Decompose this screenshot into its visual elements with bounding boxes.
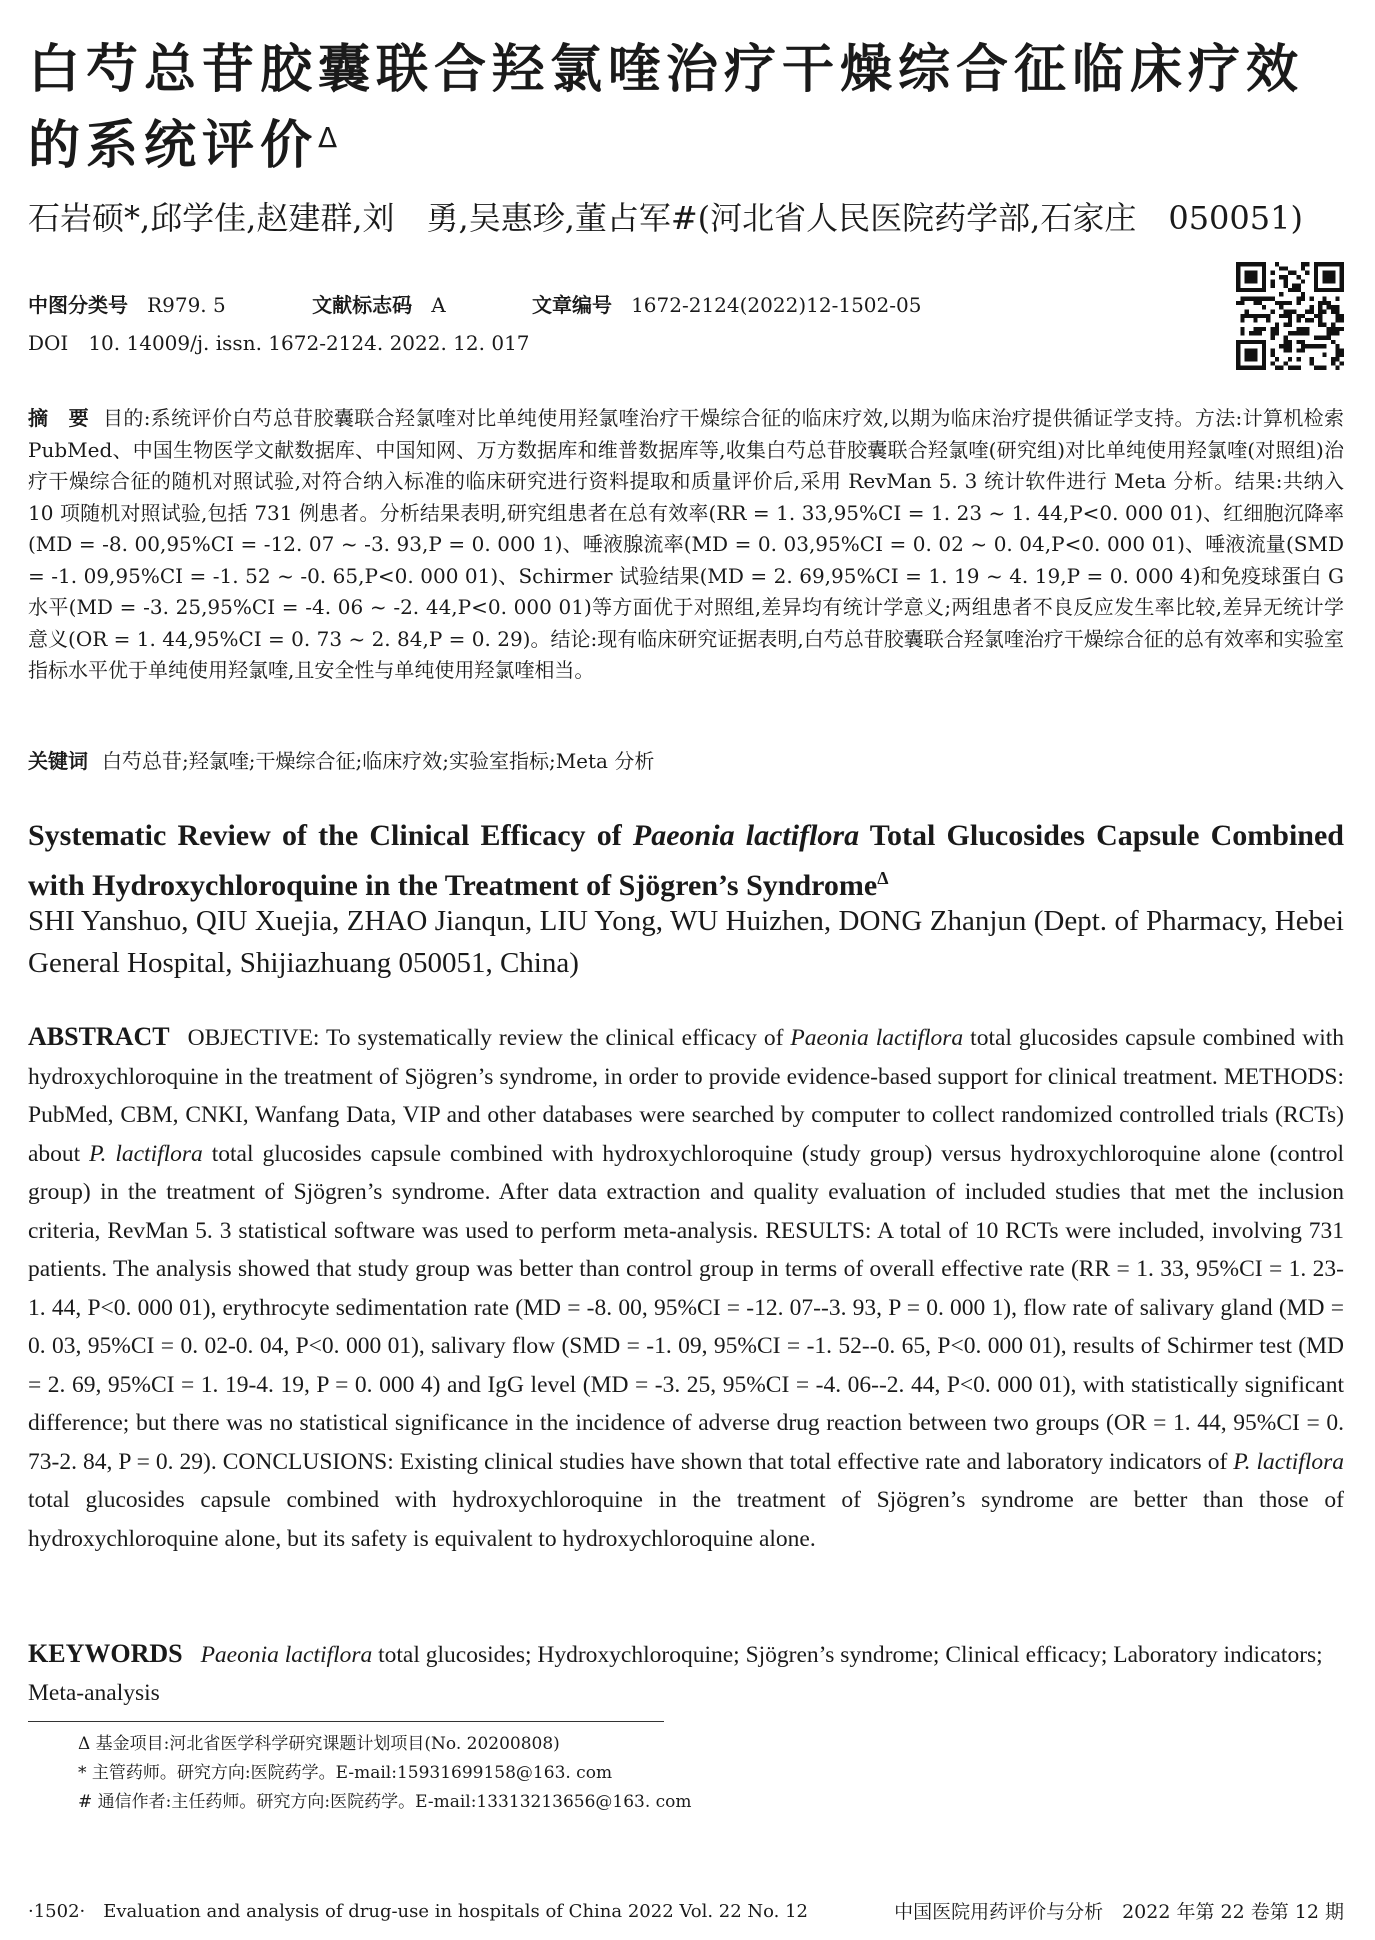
abstract-en-part2: total glucosides capsule combined with hydroxychloroquine in the treatment of Sjögren’s syndrome, in order to provide evidence-based support for clinical treatment. METHODS: PubMed, CBM, CNKI, Wanfang Data, VIP and other databases were searched by computer to collect randomized controlled trials (RCTs) about <box>28 1025 1344 1167</box>
article-title-en <box>28 815 1344 907</box>
footer-journal-cn: 中国医院用药评价与分析 2022 年第 22 卷第 12 期 <box>894 1901 1344 1923</box>
qr-code-icon <box>1236 262 1344 370</box>
abstract-en-part4: total glucosides capsule combined with hydroxychloroquine in the treatment of Sjögren’s syndrome are better than those of hydroxychloroquine alone, but its safety is equivalent to hydroxychloroquine alone. <box>28 1487 1344 1552</box>
abstract-en <box>28 1018 1344 1558</box>
abstract-cn-label: 摘 要 <box>28 406 90 430</box>
keywords-cn-label: 关键词 <box>28 749 88 773</box>
keywords-en-text: total glucosides; Hydroxychloroquine; Sjögren’s syndrome; Clinical efficacy; Laboratory indicators; Meta-analysis <box>28 1642 1323 1706</box>
title-en-species: Paeonia lactiflora <box>632 819 860 852</box>
abstract-en-part3: total glucosides capsule combined with hydroxychloroquine (study group) versus hydroxychloroquine alone (control group) in the treatment of Sjögren’s syndrome. After data extraction and quality evaluation of included studies that met the inclusion criteria, RevMan 5. 3 statistical software was used to perform meta-analysis. RESULTS: A total of 10 RCTs were included, involving 731 patients. The analysis showed that study group was better than control group in terms of overall effective rate (RR = 1. 33, 95%CI = 1. 23-1. 44, P<0. 000 01), erythrocyte sedimentation rate (MD = -8. 00, 95%CI = -12. 07--3. 93, P = 0. 000 1), flow rate of salivary gland (MD = 0. 03, 95%CI = 0. 02-0. 04, P<0. 000 01), salivary flow (SMD = -1. 09, 95%CI = -1. 52--0. 65, P<0. 000 01), results of Schirmer test (MD = 2. 69, 95%CI = 1. 19-4. 19, P = 0. 000 4) and IgG level (MD = -3. 25, 95%CI = -4. 06--2. 44, P<0. 000 01), with statistically significant difference; but there was no statistical significance in the incidence of adverse drug reaction between two groups (OR = 1. 44, 95%CI = 0. 73-2. 84, P = 0. 29). CONCLUSIONS: Existing clinical studies have shown that total effective rate and laboratory indicators of <box>28 1140 1344 1475</box>
keywords-cn-text: 白芍总苷;羟氯喹;干燥综合征;临床疗效;实验室指标;Meta 分析 <box>102 749 655 773</box>
clc-label: 中图分类号 <box>28 293 128 317</box>
abstract-en-label: ABSTRACT <box>28 1022 170 1051</box>
title-en-part2: Total Glucosides Capsule Combined with Hydroxychloroquine in the Treatment of Sjögren’s Syndrome <box>28 819 1344 902</box>
keywords-cn <box>28 745 1344 777</box>
abstract-en-part1: OBJECTIVE: To systematically review the clinical efficacy of <box>187 1025 791 1051</box>
keywords-en-label: KEYWORDS <box>28 1639 183 1668</box>
footnote-divider <box>28 1721 664 1722</box>
authors-en: SHI Yanshuo, QIU Xuejia, ZHAO Jianqun, LIU Yong, WU Huizhen, DONG Zhanjun (Dept. of Pharmacy, Hebei General Hospital, Shijiazhuang 050051, China) <box>28 905 1344 979</box>
keywords-en-species: Paeonia lactiflora <box>200 1642 373 1668</box>
article-number-label: 文章编号 <box>532 293 612 317</box>
doi[interactable]: DOI 10. 14009/j. issn. 1672-2124. 2022. 12. 017 <box>28 331 530 355</box>
doc-code-value: A <box>431 293 446 317</box>
doc-code-label: 文献标志码 <box>312 293 413 317</box>
abstract-en-species-2: P. lactiflora <box>89 1140 203 1167</box>
article-title-cn <box>28 32 1348 184</box>
footnote-corresponding-author: # 通信作者:主任药师。研究方向:医院药学。E-mail:13313213656@163. com <box>78 1792 692 1812</box>
classification-row <box>28 290 921 320</box>
title-en-part1: Systematic Review of the Clinical Efficacy of <box>28 819 633 852</box>
abstract-en-species-1: Paeonia lactiflora <box>790 1025 964 1051</box>
abstract-cn <box>28 403 1344 687</box>
footer-journal-en: ·1502· Evaluation and analysis of drug-use in hospitals of China 2022 Vol. 22 No. 12 <box>28 1901 809 1922</box>
title-cn-text: 白芍总苷胶囊联合羟氯喹治疗干燥综合征临床疗效的系统评价 <box>28 40 1305 176</box>
abstract-en-species-3: P. lactiflora <box>1233 1448 1344 1475</box>
footnote-fund: Δ 基金项目:河北省医学科学研究课题计划项目(No. 20200808) <box>78 1734 560 1754</box>
footnotes <box>78 1730 692 1817</box>
authors-cn: 石岩硕*,邱学佳,赵建群,刘 勇,吴惠珍,董占军#(河北省人民医院药学部,石家庄 050051) <box>28 199 1303 237</box>
article-number-value: 1672-2124(2022)12-1502-05 <box>631 293 922 317</box>
clc-value: R979. 5 <box>147 293 226 317</box>
keywords-en <box>28 1635 1344 1712</box>
abstract-cn-text: 目的:系统评价白芍总苷胶囊联合羟氯喹对比单纯使用羟氯喹治疗干燥综合征的临床疗效,以期为临床治疗提供循证学支持。方法:计算机检索 PubMed、中国生物医学文献数据库、中国知网、万方数据库和维普数据库等,收集白芍总苷胶囊联合羟氯喹(研究组)对比单纯使用羟氯喹(对照组)治疗干燥综合征的随机对照试验,对符合纳入标准的临床研究进行资料提取和质量评价后,采用 RevMan 5. 3 统计软件进行 Meta 分析。结果:共纳入 10 项随机对照试验,包括 731 例患者。分析结果表明,研究组患者在总有效率(RR = 1. 33,95%CI = 1. 23 ~ 1. 44,P<0. 000 01)、红细胞沉降率(MD = -8. 00,95%CI = -12. 07 ~ -3. 93,P = 0. 000 1)、唾液腺流率(MD = 0. 03,95%CI = 0. 02 ~ 0. 04,P<0. 000 01)、唾液流量(SMD = -1. 09,95%CI = -1. 52 ~ -0. 65,P<0. 000 01)、Schirmer 试验结果(MD = 2. 69,95%CI = 1. 19 ~ 4. 19,P = 0. 000 4)和免疫球蛋白 G 水平(MD = -3. 25,95%CI = -4. 06 ~ -2. 44,P<0. 000 01)等方面优于对照组,差异均有统计学意义;两组患者不良反应发生率比较,差异无统计学意义(OR = 1. 44,95%CI = 0. 73 ~ 2. 84,P = 0. 29)。结论:现有临床研究证据表明,白芍总苷胶囊联合羟氯喹治疗干燥综合征的总有效率和实验室指标水平优于单纯使用羟氯喹,且安全性与单纯使用羟氯喹相当。 <box>28 406 1344 682</box>
title-en-fund-mark: Δ <box>877 868 889 888</box>
title-cn-fund-mark: Δ <box>318 121 344 154</box>
footnote-first-author: * 主管药师。研究方向:医院药学。E-mail:15931699158@163. com <box>78 1763 613 1783</box>
